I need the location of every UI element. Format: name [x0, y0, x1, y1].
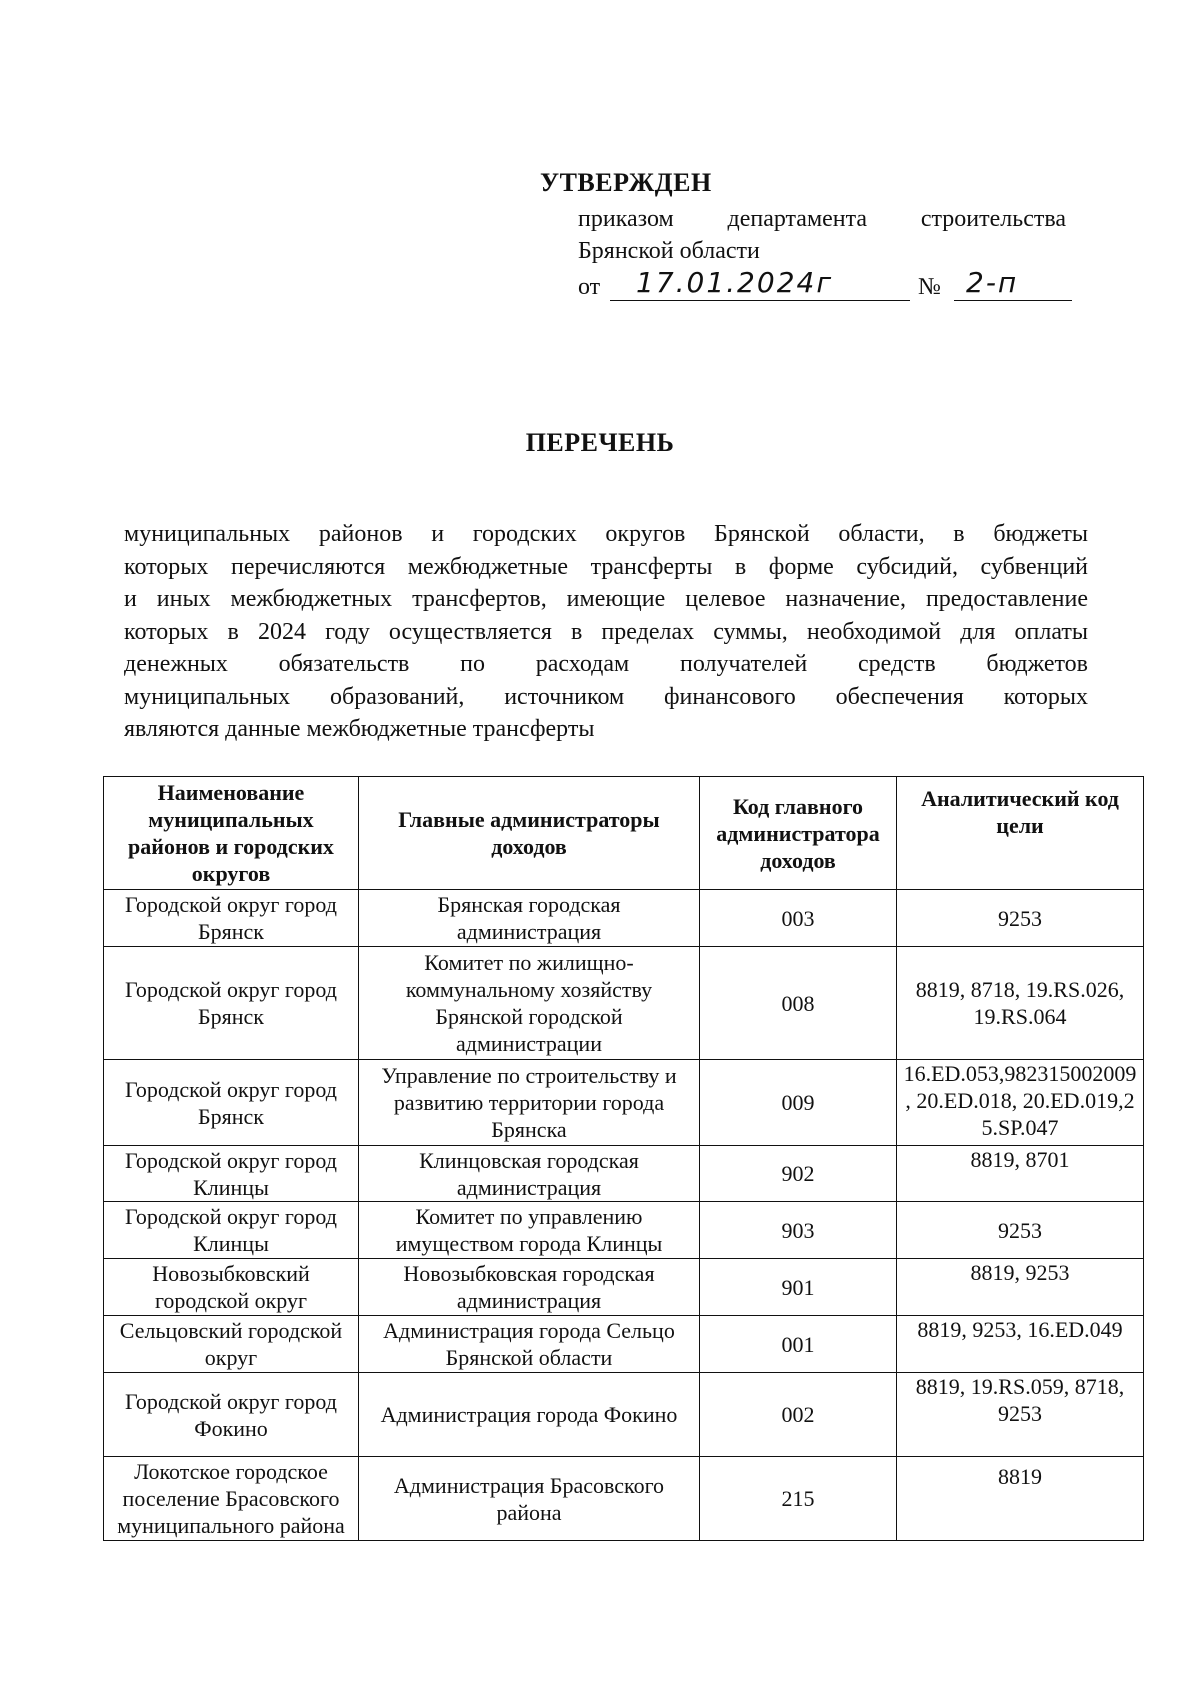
- cell-code: 903: [700, 1202, 897, 1259]
- cell-administrator: Комитет по управлению имуществом города Клинцы: [359, 1202, 700, 1259]
- table-row: [104, 1259, 1144, 1316]
- cell-administrator: Клинцовская городская администрация: [359, 1146, 700, 1202]
- cell-target-code: 9253: [897, 1202, 1144, 1259]
- cell-code: 902: [700, 1146, 897, 1202]
- cell-target-code: 8819, 9253: [897, 1259, 1144, 1316]
- approval-title: УТВЕРЖДЕН: [540, 168, 712, 197]
- header-administrator: Главные администраторы доходов: [359, 777, 700, 890]
- date-prefix: от: [578, 274, 601, 300]
- cell-code: 008: [700, 947, 897, 1060]
- cell-municipality: Городской округ город Клинцы: [104, 1146, 359, 1202]
- approval-region-line: Брянской области: [578, 238, 760, 264]
- header-municipality: Наименование муниципальных районов и городских округов: [104, 777, 359, 890]
- cell-target-code: 8819, 9253, 16.ED.049: [897, 1316, 1144, 1373]
- cell-municipality: Городской округ город Брянск: [104, 1060, 359, 1146]
- cell-administrator: Комитет по жилищно-коммунальному хозяйству Брянской городской администрации: [359, 947, 700, 1060]
- table-row: [104, 1146, 1144, 1202]
- cell-administrator: Новозыбковская городская администрация: [359, 1259, 700, 1316]
- cell-target-code: 8819: [897, 1457, 1144, 1541]
- intro-line: являются данные межбюджетные трансферты: [124, 716, 595, 742]
- cell-municipality: Локотское городское поселение Брасовского муниципального района: [104, 1457, 359, 1541]
- number-underline: [954, 300, 1072, 301]
- cell-target-code: 16.ED.053,982315002009 , 20.ED.018, 20.ED.019,25.SP.047: [897, 1060, 1144, 1146]
- table-row: [104, 890, 1144, 947]
- intro-line: муниципальных районов и городских округов Брянской области, в бюджеты: [124, 521, 1088, 547]
- cell-municipality: Новозыбковский городской округ: [104, 1259, 359, 1316]
- cell-target-code: 8819, 8701: [897, 1146, 1144, 1202]
- document-heading: ПЕРЕЧЕНЬ: [525, 428, 675, 457]
- table-row: [104, 1316, 1144, 1373]
- cell-municipality: Городской округ город Фокино: [104, 1373, 359, 1457]
- intro-line: и иных межбюджетных трансфертов, имеющие целевое назначение, предоставление: [124, 586, 1088, 612]
- intro-line: которых в 2024 году осуществляется в пределах суммы, необходимой для оплаты: [124, 618, 1088, 645]
- table-row: [104, 947, 1144, 1060]
- intro-paragraph: [124, 518, 1088, 746]
- cell-code: 002: [700, 1373, 897, 1457]
- cell-municipality: Городской округ город Брянск: [104, 890, 359, 947]
- table-row: [104, 1373, 1144, 1457]
- intro-line: которых перечисляются межбюджетные трансферты в форме субсидий, субвенций: [124, 553, 1088, 580]
- transfers-table: [103, 776, 1144, 1541]
- cell-administrator: Администрация города Фокино: [359, 1373, 700, 1457]
- cell-administrator: Администрация Брасовского района: [359, 1457, 700, 1541]
- approval-order-line: приказом департамента строительства: [578, 206, 1066, 232]
- number-prefix: №: [918, 274, 941, 300]
- table-row: [104, 1457, 1144, 1541]
- handwritten-date: 17.01.2024г: [636, 266, 834, 299]
- cell-code: 009: [700, 1060, 897, 1146]
- table-row: [104, 1060, 1144, 1146]
- handwritten-number: 2-п: [966, 266, 1019, 299]
- cell-target-code: 8819, 19.RS.059, 8718, 9253: [897, 1373, 1144, 1457]
- intro-line: денежных обязательств по расходам получателей средств бюджетов: [124, 651, 1088, 677]
- header-code: Код главного администратора доходов: [700, 777, 897, 890]
- date-underline: [610, 300, 910, 301]
- header-target-code: Аналитический код цели: [897, 777, 1144, 890]
- cell-administrator: Брянская городская администрация: [359, 890, 700, 947]
- cell-code: 001: [700, 1316, 897, 1373]
- table-row: [104, 1202, 1144, 1259]
- cell-target-code: 9253: [897, 890, 1144, 947]
- cell-code: 215: [700, 1457, 897, 1541]
- cell-municipality: Сельцовский городской округ: [104, 1316, 359, 1373]
- cell-code: 901: [700, 1259, 897, 1316]
- cell-administrator: Управление по строительству и развитию территории города Брянска: [359, 1060, 700, 1146]
- cell-municipality: Городской округ город Клинцы: [104, 1202, 359, 1259]
- table-header-row: [104, 777, 1144, 890]
- approval-date-row: [578, 266, 1072, 304]
- cell-administrator: Администрация города Сельцо Брянской области: [359, 1316, 700, 1373]
- cell-code: 003: [700, 890, 897, 947]
- cell-target-code: 8819, 8718, 19.RS.026, 19.RS.064: [897, 947, 1144, 1060]
- intro-line: муниципальных образований, источником финансового обеспечения которых: [124, 683, 1088, 710]
- cell-municipality: Городской округ город Брянск: [104, 947, 359, 1060]
